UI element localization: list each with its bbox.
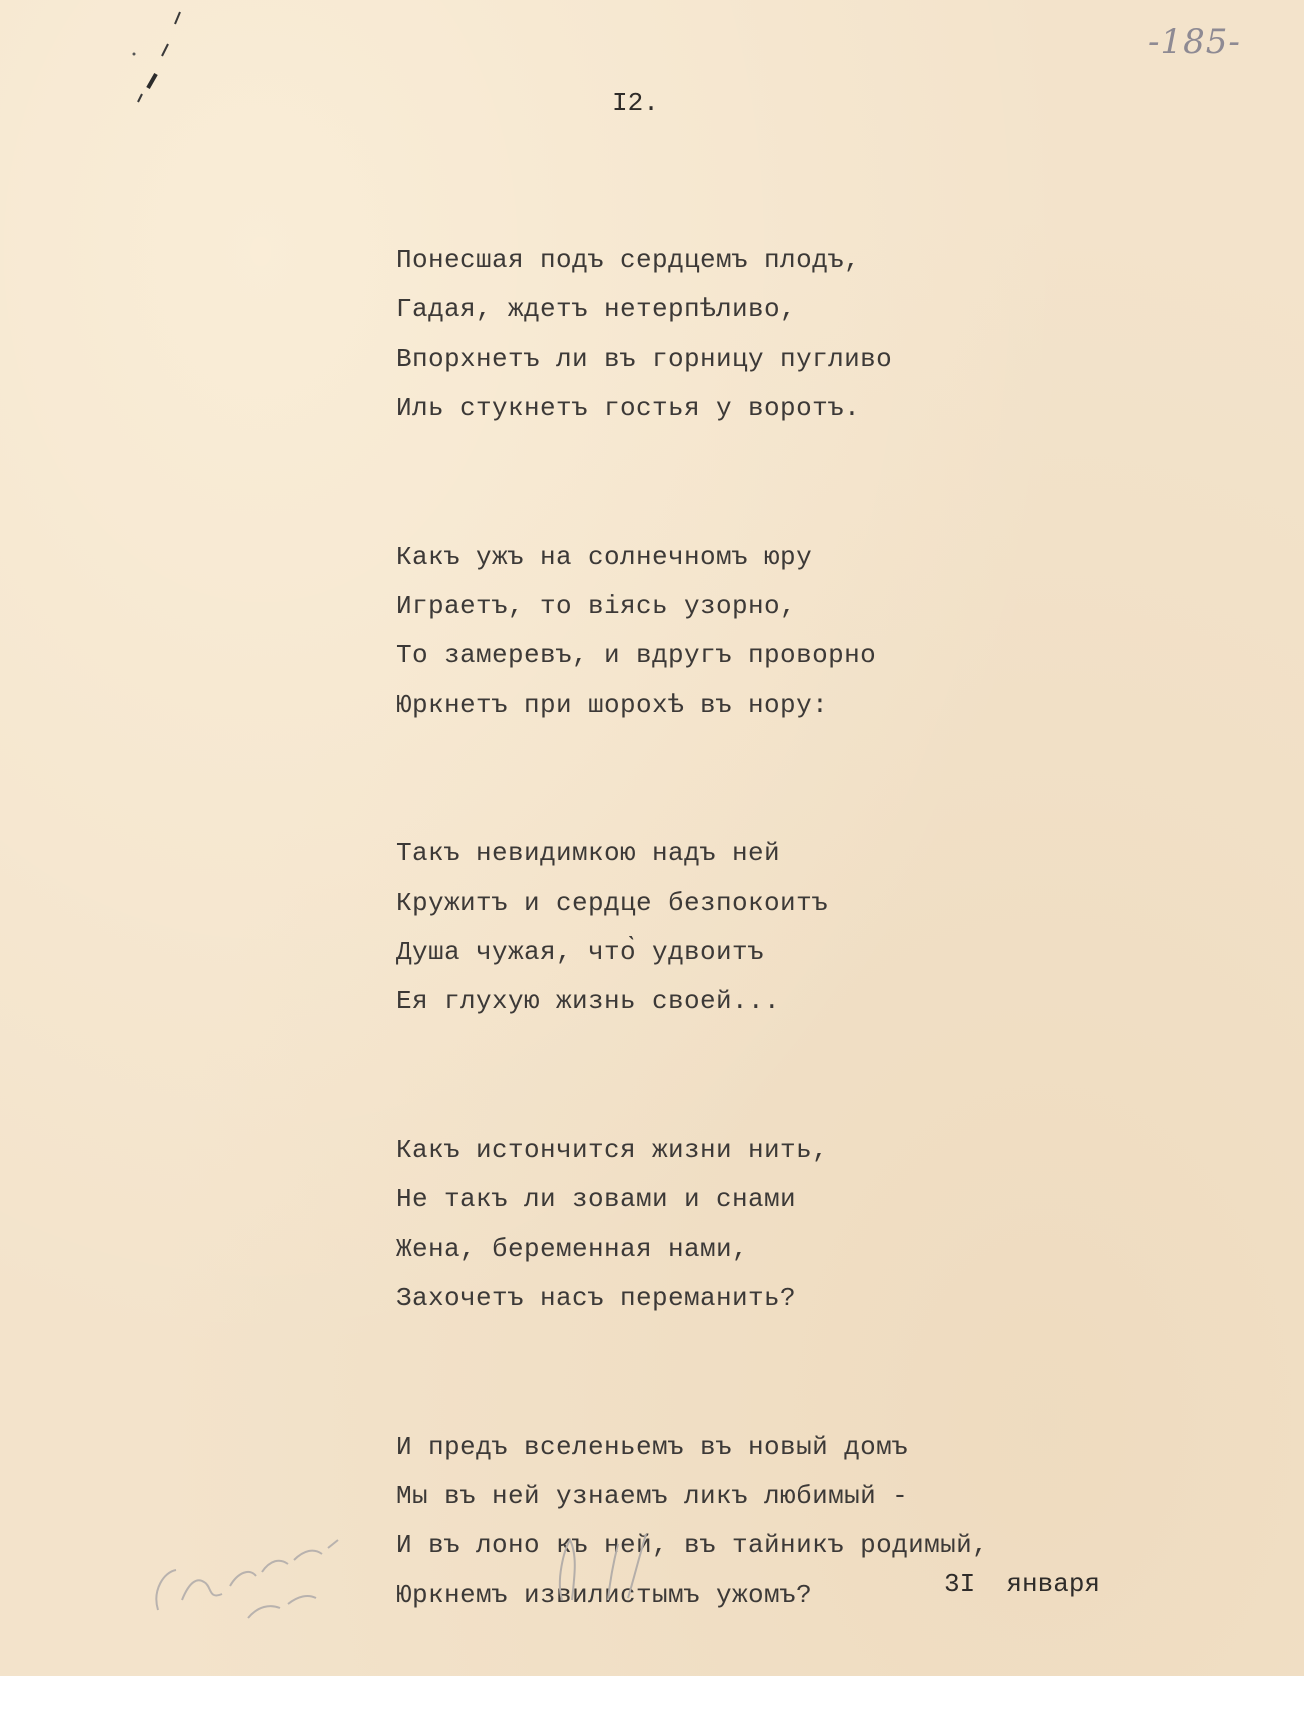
poem-line: Мы въ ней узнаемъ ликъ любимый - — [396, 1480, 909, 1511]
poem-line: Юркнетъ при шорохѣ въ нору: — [396, 689, 829, 720]
date: 3I января — [944, 1569, 1101, 1599]
poem-line: Впорхнетъ ли въ горницу пугливо — [396, 343, 893, 374]
pencil-mark — [548, 1530, 678, 1610]
poem-line: И въ лоно къ ней, въ тайникъ родимый, — [396, 1530, 989, 1561]
page-number: I2. — [612, 88, 659, 118]
stanza-4 — [396, 1126, 1096, 1324]
poem-line: Такъ невидимкою надъ ней — [396, 838, 781, 869]
poem-line: И предъ вселеньемъ въ новый домъ — [396, 1431, 909, 1462]
poem-line: Понесшая подъ сердцемъ плодъ, — [396, 245, 861, 275]
poem — [396, 236, 1096, 1719]
poem-line: Ея глухую жизнь своей... — [396, 986, 781, 1017]
poem-line: Юркнемъ извилистымъ ужомъ? — [396, 1579, 813, 1610]
poem-line: Играетъ, то віясь узорно, — [396, 591, 797, 622]
poem-line: Какъ истончится жизни нить, — [396, 1134, 829, 1165]
poem-line: Душа чужая, что̀ удвоитъ — [396, 937, 765, 968]
poem-line: Не такъ ли зовами и снами — [396, 1184, 797, 1215]
archive-page-number: -185- — [1148, 22, 1241, 62]
poem-line: Кружитъ и сердце безпокоитъ — [396, 887, 829, 918]
poem-line: Жена, беременная нами, — [396, 1233, 749, 1264]
pencil-annotation — [138, 1520, 368, 1630]
poem-line: Какъ ужъ на солнечномъ юру — [396, 541, 813, 572]
poem-line: То замеревъ, и вдругъ проворно — [396, 640, 877, 671]
poem-line: Гадая, ждетъ нетерпѣливо, — [396, 294, 797, 325]
poem-line: Иль стукнетъ гостья у воротъ. — [396, 393, 861, 424]
stanza-3 — [396, 829, 1096, 1027]
ink-specks — [120, 4, 210, 114]
poem-line: Захочетъ насъ переманить? — [396, 1283, 797, 1314]
stanza-2 — [396, 533, 1096, 731]
stanza-1 — [396, 236, 1096, 434]
